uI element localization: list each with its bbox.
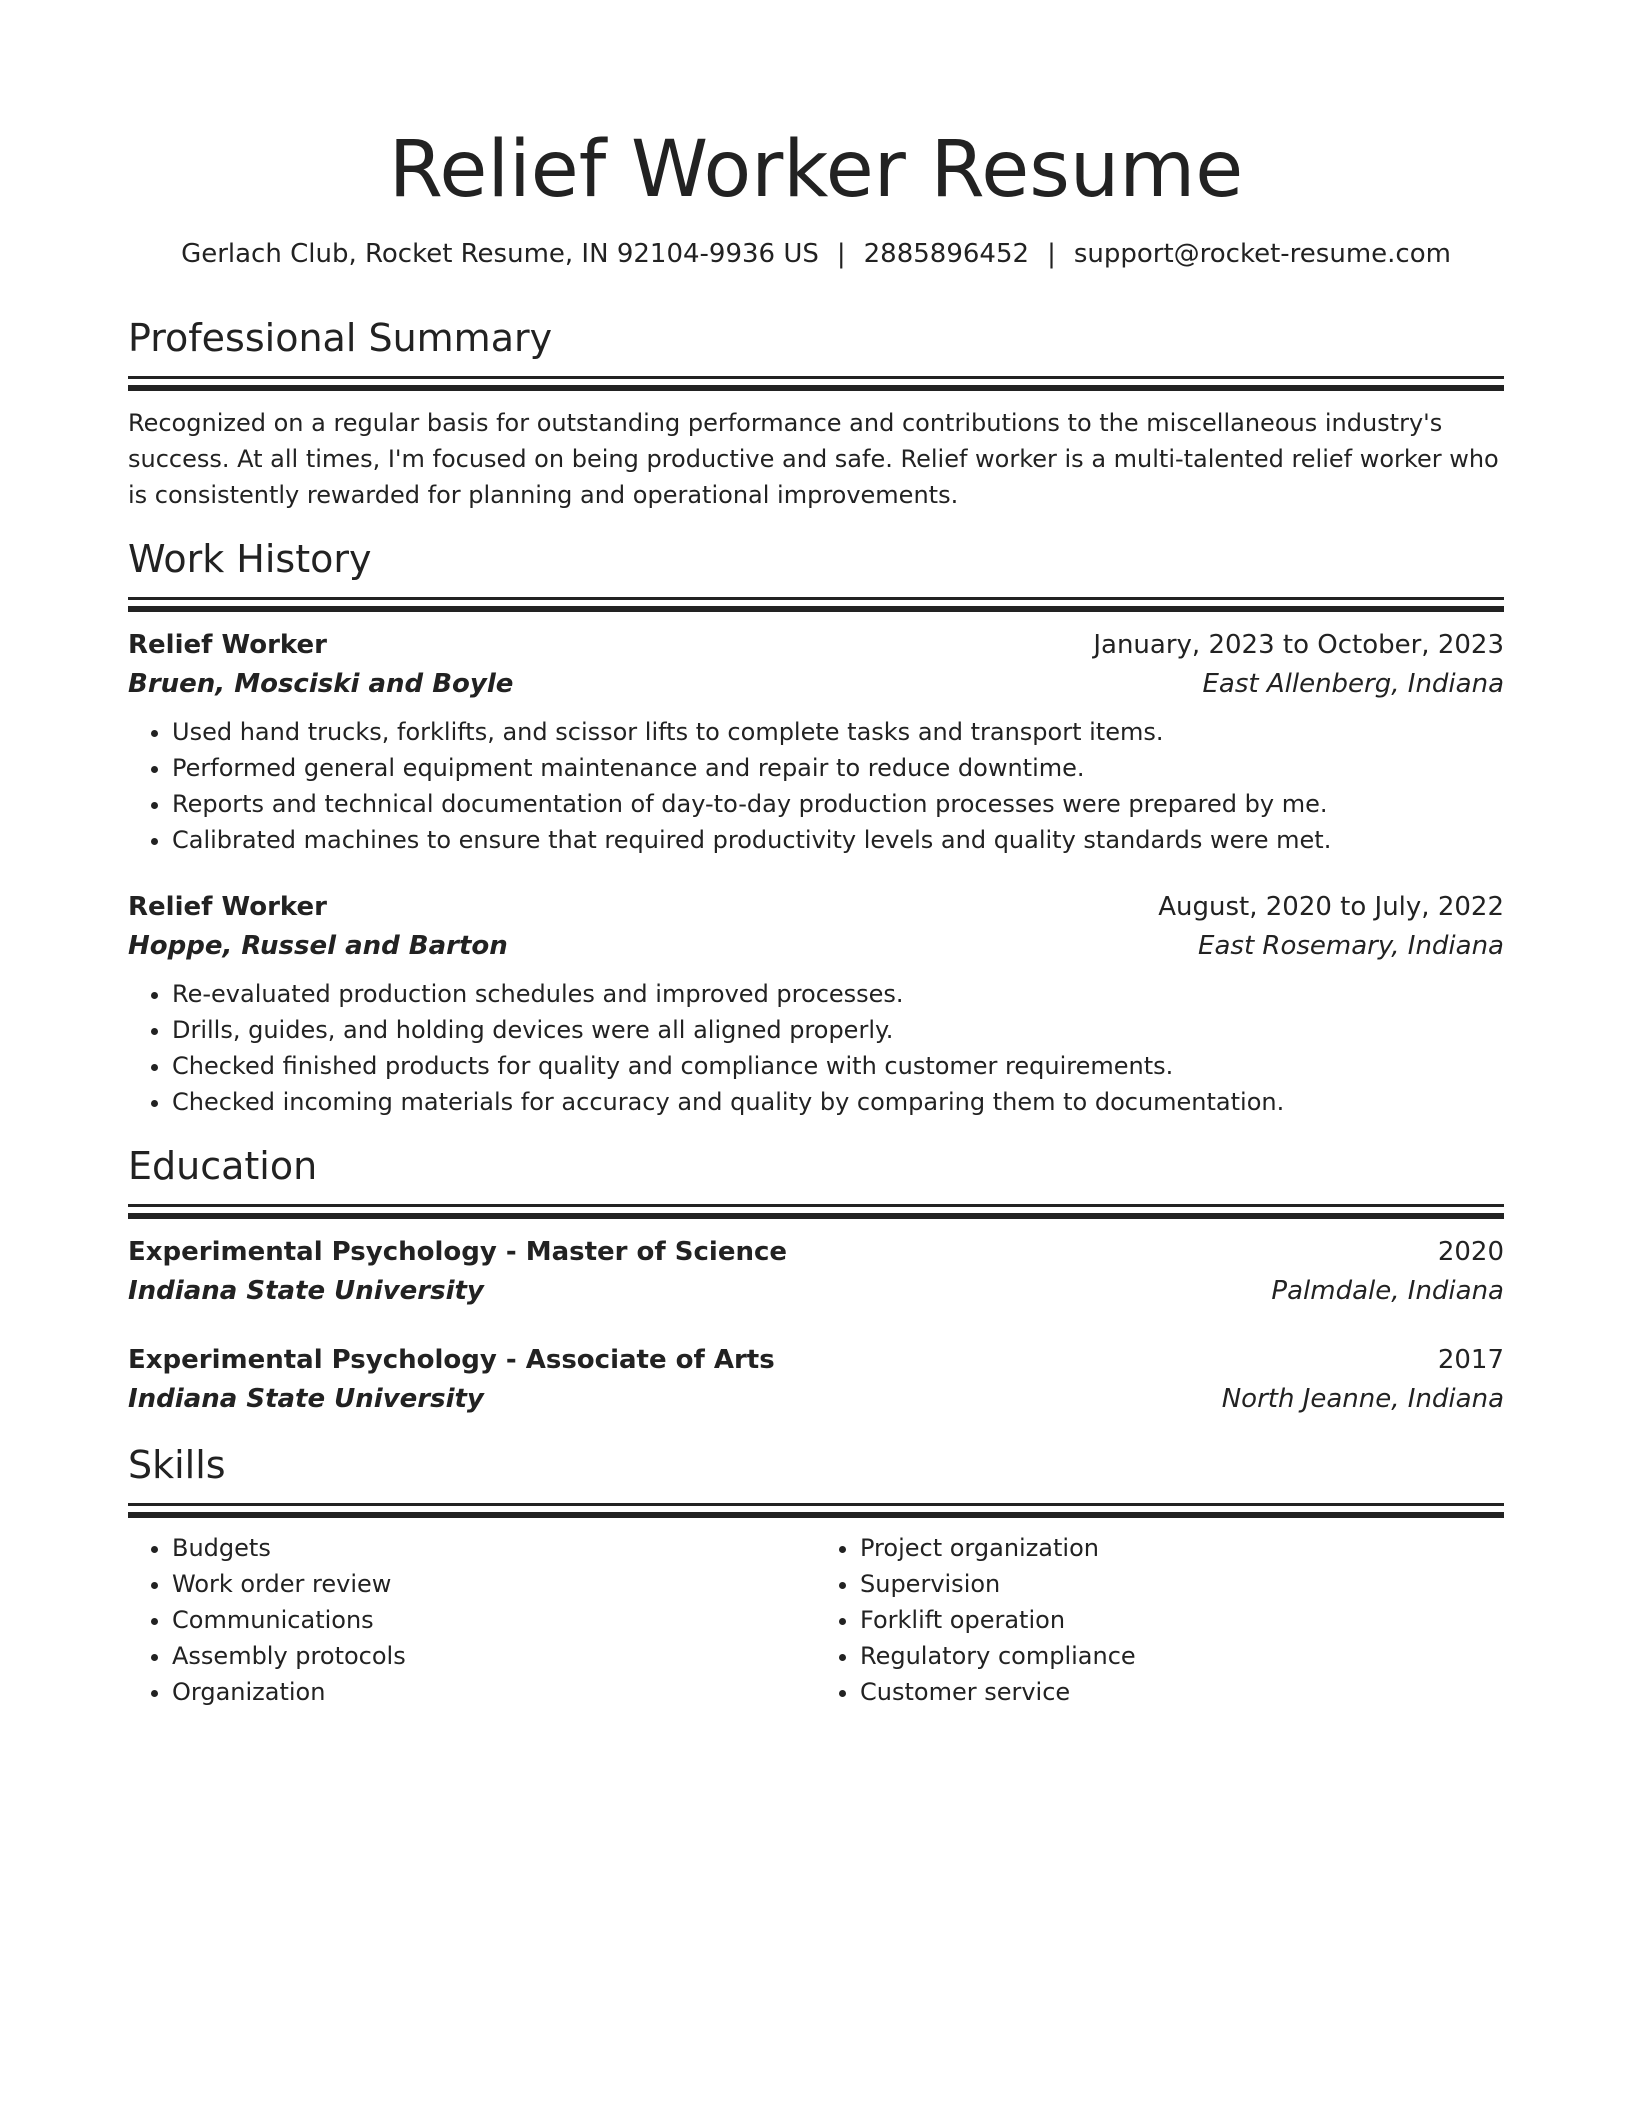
- section-rule-thick: [128, 1213, 1504, 1219]
- skill-item: • Communications: [172, 1602, 816, 1638]
- education-school: Indiana State University: [128, 1276, 484, 1306]
- list-item: • Re-evaluated production schedules and improved processes.: [172, 976, 1504, 1012]
- skills-list-right: [816, 1530, 1504, 1710]
- job-location: East Rosemary, Indiana: [1198, 931, 1504, 961]
- list-item: • Performed general equipment maintenance and repair to reduce downtime.: [172, 750, 1504, 786]
- education-degree: Experimental Psychology - Associate of Arts: [128, 1345, 775, 1375]
- skills-list-left: [128, 1530, 816, 1710]
- skill-item: • Assembly protocols: [172, 1638, 816, 1674]
- list-item: • Calibrated machines to ensure that required productivity levels and quality standards were met.: [172, 822, 1504, 858]
- job-location: East Allenberg, Indiana: [1202, 669, 1504, 699]
- education-year: 2017: [1437, 1345, 1504, 1375]
- summary-section: [128, 314, 1504, 513]
- contact-line: [128, 236, 1504, 272]
- skill-item: • Forklift operation: [860, 1602, 1504, 1638]
- contact-separator: |: [1047, 239, 1056, 269]
- job-company-row: [128, 664, 1504, 704]
- education-degree: Experimental Psychology - Master of Science: [128, 1237, 788, 1267]
- section-rule-thick: [128, 1512, 1504, 1518]
- section-rule: [128, 1503, 1504, 1506]
- skill-item: • Customer service: [860, 1674, 1504, 1710]
- skill-item: • Organization: [172, 1674, 816, 1710]
- education-location: Palmdale, Indiana: [1271, 1276, 1504, 1306]
- skill-item: • Regulatory compliance: [860, 1638, 1504, 1674]
- section-rule: [128, 376, 1504, 379]
- summary-heading: Professional Summary: [128, 316, 553, 360]
- contact-address: Gerlach Club, Rocket Resume, IN 92104-9936 US: [181, 239, 819, 269]
- skill-item: • Project organization: [860, 1530, 1504, 1566]
- work-history-section: [128, 535, 1504, 1120]
- page-title: Relief Worker Resume: [388, 125, 1244, 215]
- list-item: • Checked incoming materials for accuracy and quality by comparing them to documentation.: [172, 1084, 1504, 1120]
- education-location: North Jeanne, Indiana: [1221, 1384, 1504, 1414]
- job-bullets: [128, 714, 1504, 858]
- job-company: Bruen, Mosciski and Boyle: [128, 669, 514, 699]
- list-item: • Checked finished products for quality and compliance with customer requirements.: [172, 1048, 1504, 1084]
- work-history-heading: Work History: [128, 537, 372, 581]
- job-company: Hoppe, Russel and Barton: [128, 931, 508, 961]
- contact-separator: |: [836, 239, 846, 269]
- job-header-row: [128, 888, 1504, 926]
- skills-section: [128, 1441, 1504, 1710]
- education-header-row: [128, 1233, 1504, 1271]
- education-school-row: [128, 1379, 1504, 1419]
- job-title: Relief Worker: [128, 892, 327, 922]
- education-heading: Education: [128, 1144, 318, 1188]
- job-entry: [128, 626, 1504, 858]
- section-rule: [128, 597, 1504, 600]
- list-item: • Reports and technical documentation of day-to-day production processes were prepared by me.: [172, 786, 1504, 822]
- job-title: Relief Worker: [128, 630, 327, 660]
- skills-column-right: [816, 1530, 1504, 1710]
- job-dates: January, 2023 to October, 2023: [1093, 630, 1504, 660]
- section-rule: [128, 1204, 1504, 1207]
- skill-item: • Budgets: [172, 1530, 816, 1566]
- skill-item: • Work order review: [172, 1566, 816, 1602]
- section-rule-thick: [128, 606, 1504, 612]
- skills-grid: [128, 1530, 1504, 1710]
- job-header-row: [128, 626, 1504, 664]
- education-header-row: [128, 1341, 1504, 1379]
- contact-phone: 2885896452: [863, 239, 1030, 269]
- education-school: Indiana State University: [128, 1384, 484, 1414]
- skills-column-left: [128, 1530, 816, 1710]
- list-item: • Used hand trucks, forklifts, and scissor lifts to complete tasks and transport items.: [172, 714, 1504, 750]
- education-entry: [128, 1341, 1504, 1419]
- job-entry: [128, 888, 1504, 1120]
- skills-heading: Skills: [128, 1443, 226, 1487]
- skill-item: • Supervision: [860, 1566, 1504, 1602]
- job-company-row: [128, 926, 1504, 966]
- job-dates: August, 2020 to July, 2022: [1158, 892, 1504, 922]
- summary-text: Recognized on a regular basis for outstanding performance and contributions to the miscellaneous industry's success. At all times, I'm focused on being productive and safe. Relief worker is a multi-talented relief worker who is consistently rewarded for planning and operational improvements.: [128, 409, 1499, 509]
- education-entry: [128, 1233, 1504, 1311]
- education-school-row: [128, 1271, 1504, 1311]
- education-section: [128, 1142, 1504, 1419]
- section-rule-thick: [128, 385, 1504, 391]
- job-bullets: [128, 976, 1504, 1120]
- education-year: 2020: [1437, 1237, 1504, 1267]
- list-item: • Drills, guides, and holding devices were all aligned properly.: [172, 1012, 1504, 1048]
- contact-email: support@rocket-resume.com: [1073, 239, 1451, 269]
